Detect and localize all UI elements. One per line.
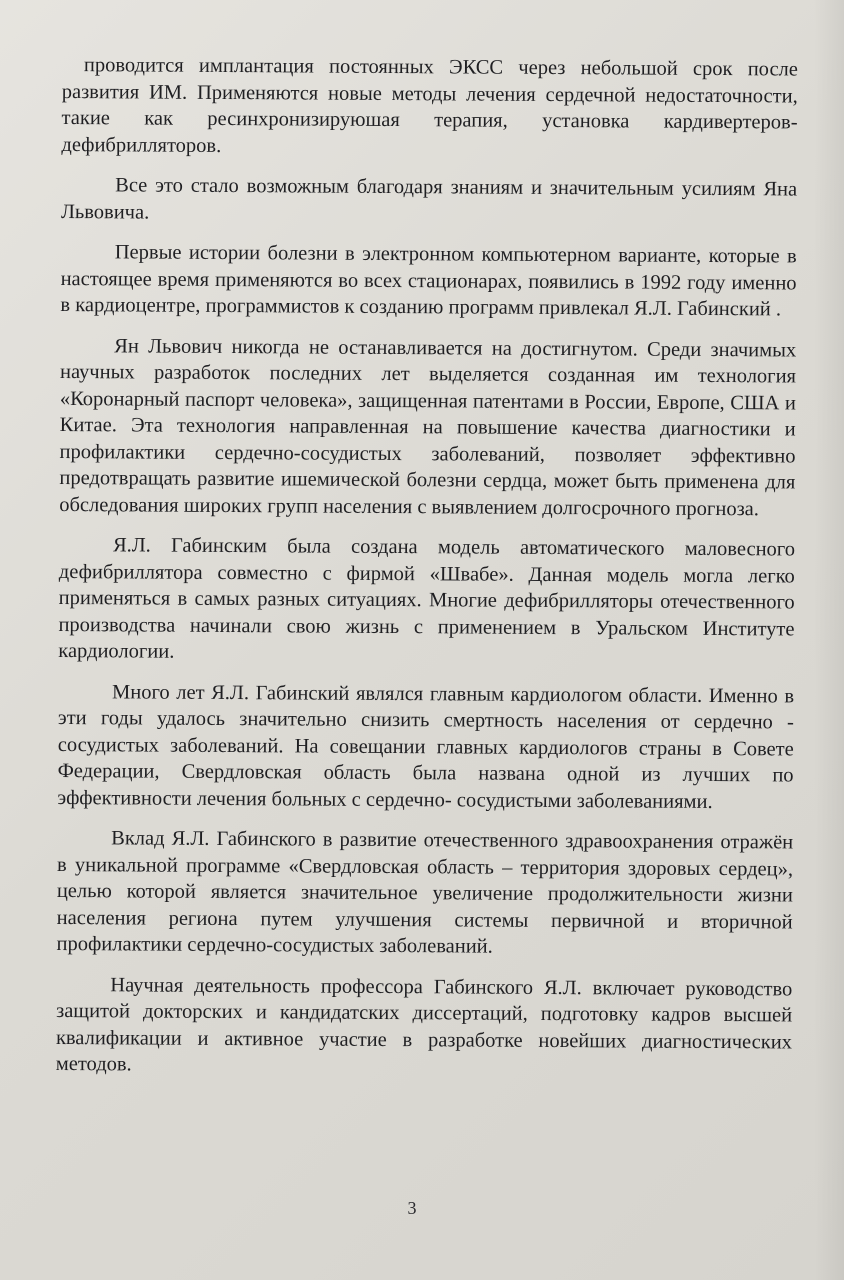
paragraph-scientific-activity: Научная деятельность профессора Габинского Я.Л. включает руководство защитой докторских и кандидатских диссертаций, подготовку кадров высшей квалификации и активное участие в разработке новейших диагностических методов.: [55, 973, 793, 1076]
paragraph-program: Вклад Я.Л. Габинского в развитие отечественного здравоохранения отражён в уникальной программе «Свердловская область – территория здоровых сердец», целью которой является значительное увеличение продолжительности жизни населения региона путем улучшения системы первичной и вторичной профилактики сердечно-сосудистых заболеваний.: [56, 827, 794, 958]
paragraph-thanks: Все это стало возможным благодаря знаниям и значительным усилиям Яна Львовича.: [60, 174, 798, 224]
paragraph-chief-cardiologist: Много лет Я.Л. Габинский являлся главным кардиологом области. Именно в эти годы удалось значительно снизить смертность населения от сердечно - сосудистых заболеваний. На совещании главных кардиологов страны в Совете Федерации, Свердловская область была названа одной из лучших по эффективности лечения больных с сердечно- сосудистыми заболеваниями.: [57, 680, 795, 813]
paragraph-electronic-records: Первые истории болезни в электронном компьютерном варианте, которые в настоящее время применяются во всех стационарах, появились в 1992 году именно в кардиоцентре, программистов к созданию программ привлекал Я.Л. Габинский .: [60, 241, 797, 321]
paragraph-coronary-passport: Ян Львович никогда не останавливается на достигнутом. Среди значимых научных разработок последних лет выделяется созданная им технология «Коронарный паспорт человека», защищенная патентами в России, Европе, США и Китае. Эта технология направленная на повышение качества диагностики и профилактики сердечно-сосудистых заболеваний, позволяет эффективно предотвращать развитие ишемической болезни сердца, может быть применена для обследования широких групп населения с выявлением долгосрочного прогноза.: [59, 334, 797, 520]
page-number: 3: [407, 1198, 417, 1218]
paragraph-defibrillator: Я.Л. Габинским была создана модель автоматического маловесного дефибриллятора совместно с фирмой «Швабе». Данная модель могла легко применяться в самых разных ситуациях. Многие дефибрилляторы отечественного производства начинали свою жизнь с применением в Уральском Институте кардиологии.: [58, 534, 796, 663]
page-shadow: [814, 0, 844, 1280]
document-body: [56, 52, 798, 1096]
paragraph-implantation: проводится имплантация постоянных ЭКСС через небольшой срок после развития ИМ. Применяются новые методы лечения сердечной недостаточности, такие как ресинхронизируюшая терапия, установка кардивертеров- дефибрилляторов.: [61, 54, 798, 157]
